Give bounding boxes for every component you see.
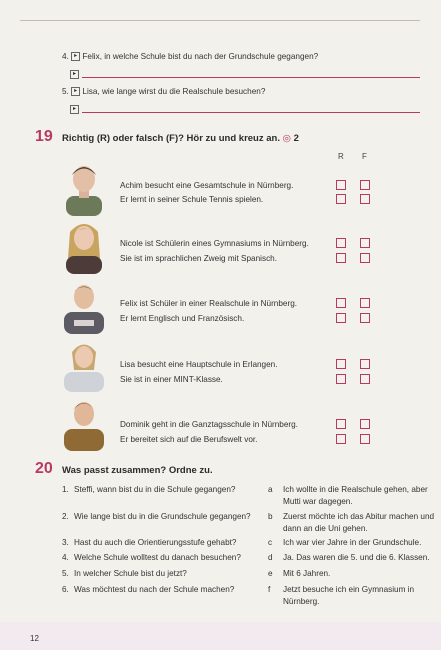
column-f-header: F bbox=[362, 152, 367, 161]
answer-line-q4[interactable] bbox=[82, 77, 420, 78]
answer-icon: ▸ bbox=[70, 70, 79, 79]
page-number: 12 bbox=[30, 634, 39, 643]
answer-d-letter: d bbox=[268, 553, 273, 562]
answer-b-text-cont: dann an die Uni gehen. bbox=[283, 524, 368, 533]
column-r-header: R bbox=[338, 152, 344, 161]
speaker-icon: ▸ bbox=[71, 87, 80, 96]
question-4-number: 4. bbox=[62, 553, 69, 562]
question-2-text: Wie lange bist du in die Grundschule gegangen? bbox=[74, 512, 251, 521]
q4-number: 4. bbox=[62, 52, 69, 61]
answer-f-text-cont: Nürnberg. bbox=[283, 597, 320, 606]
q4-row bbox=[62, 51, 318, 63]
checkbox-r[interactable] bbox=[336, 238, 346, 248]
checkbox-r[interactable] bbox=[336, 374, 346, 384]
question-1-text: Steffi, wann bist du in die Schule gegangen? bbox=[74, 485, 236, 494]
audio-track-number: 2 bbox=[293, 133, 299, 144]
exercise-20-number: 20 bbox=[35, 460, 53, 477]
checkbox-f[interactable] bbox=[360, 238, 370, 248]
item-5-statement-1: Dominik geht in die Ganztagsschule in Nürnberg. bbox=[120, 420, 298, 429]
item-4-statement-1: Lisa besucht eine Hauptschule in Erlangen. bbox=[120, 360, 278, 369]
checkbox-f[interactable] bbox=[360, 359, 370, 369]
exercise-19-instruction: Richtig (R) oder falsch (F)? Hör zu und kreuz an. bbox=[62, 133, 280, 144]
answer-line-q5[interactable] bbox=[82, 112, 420, 113]
answer-d-text: Ja. Das waren die 5. und die 6. Klassen. bbox=[283, 553, 430, 562]
answer-e-text: Mit 6 Jahren. bbox=[283, 569, 331, 578]
photo-achim bbox=[58, 160, 110, 216]
q5-row bbox=[62, 86, 265, 98]
answer-f-letter: f bbox=[268, 585, 271, 594]
checkbox-r[interactable] bbox=[336, 253, 346, 263]
q5-text: Lisa, wie lange wirst du die Realschule besuchen? bbox=[82, 87, 266, 96]
page-footer bbox=[0, 622, 441, 650]
answer-e-letter: e bbox=[268, 569, 273, 578]
question-6-number: 6. bbox=[62, 585, 69, 594]
top-rule bbox=[20, 20, 420, 21]
item-3-statement-1: Felix ist Schüler in einer Realschule in Nürnberg. bbox=[120, 299, 298, 308]
exercise-20-title: Was passt zusammen? Ordne zu. bbox=[62, 465, 213, 476]
checkbox-f[interactable] bbox=[360, 434, 370, 444]
checkbox-f[interactable] bbox=[360, 313, 370, 323]
answer-c-letter: c bbox=[268, 538, 273, 547]
checkbox-f[interactable] bbox=[360, 253, 370, 263]
item-2-statement-2: Sie ist im sprachlichen Zweig mit Spanisch. bbox=[120, 254, 277, 263]
item-4-statement-2: Sie ist in einer MINT-Klasse. bbox=[120, 375, 223, 384]
audio-track-icon: ◎ bbox=[282, 133, 291, 144]
checkbox-r[interactable] bbox=[336, 434, 346, 444]
checkbox-f[interactable] bbox=[360, 180, 370, 190]
photo-felix bbox=[58, 278, 110, 334]
checkbox-f[interactable] bbox=[360, 419, 370, 429]
answer-a-text-cont: Mutti war dagegen. bbox=[283, 497, 353, 506]
question-5-text: In welcher Schule bist du jetzt? bbox=[74, 569, 187, 578]
answer-icon: ▸ bbox=[70, 105, 79, 114]
item-3-statement-2: Er lernt Englisch und Französisch. bbox=[120, 314, 245, 323]
item-5-statement-2: Er bereitet sich auf die Berufswelt vor. bbox=[120, 435, 258, 444]
photo-nicole bbox=[58, 218, 110, 274]
answer-f-text: Jetzt besuche ich ein Gymnasium in bbox=[283, 585, 415, 594]
item-1-statement-2: Er lernt in seiner Schule Tennis spielen. bbox=[120, 195, 264, 204]
speaker-icon: ▸ bbox=[71, 52, 80, 61]
item-1-statement-1: Achim besucht eine Gesamtschule in Nürnberg. bbox=[120, 181, 294, 190]
question-1-number: 1. bbox=[62, 485, 69, 494]
answer-a-text: Ich wollte in die Realschule gehen, aber bbox=[283, 485, 428, 494]
answer-a-letter: a bbox=[268, 485, 273, 494]
q4-text: Felix, in welche Schule bist du nach der Grundschule gegangen? bbox=[82, 52, 319, 61]
photo-dominik bbox=[58, 395, 110, 451]
question-3-number: 3. bbox=[62, 538, 69, 547]
answer-b-text: Zuerst möchte ich das Abitur machen und bbox=[283, 512, 435, 521]
question-3-text: Hast du auch die Orientierungsstufe gehabt? bbox=[74, 538, 237, 547]
checkbox-f[interactable] bbox=[360, 374, 370, 384]
exercise-19-title bbox=[62, 133, 299, 144]
q5-number: 5. bbox=[62, 87, 69, 96]
question-2-number: 2. bbox=[62, 512, 69, 521]
checkbox-r[interactable] bbox=[336, 313, 346, 323]
question-5-number: 5. bbox=[62, 569, 69, 578]
checkbox-r[interactable] bbox=[336, 359, 346, 369]
item-2-statement-1: Nicole ist Schülerin eines Gymnasiums in Nürnberg. bbox=[120, 239, 309, 248]
checkbox-r[interactable] bbox=[336, 194, 346, 204]
checkbox-r[interactable] bbox=[336, 180, 346, 190]
exercise-19-number: 19 bbox=[35, 128, 53, 145]
answer-b-letter: b bbox=[268, 512, 273, 521]
checkbox-r[interactable] bbox=[336, 419, 346, 429]
photo-lisa bbox=[58, 336, 110, 392]
checkbox-f[interactable] bbox=[360, 194, 370, 204]
question-6-text: Was möchtest du nach der Schule machen? bbox=[74, 585, 235, 594]
question-4-text: Welche Schule wolltest du danach besuchen? bbox=[74, 553, 241, 562]
checkbox-r[interactable] bbox=[336, 298, 346, 308]
checkbox-f[interactable] bbox=[360, 298, 370, 308]
answer-c-text: Ich war vier Jahre in der Grundschule. bbox=[283, 538, 422, 547]
